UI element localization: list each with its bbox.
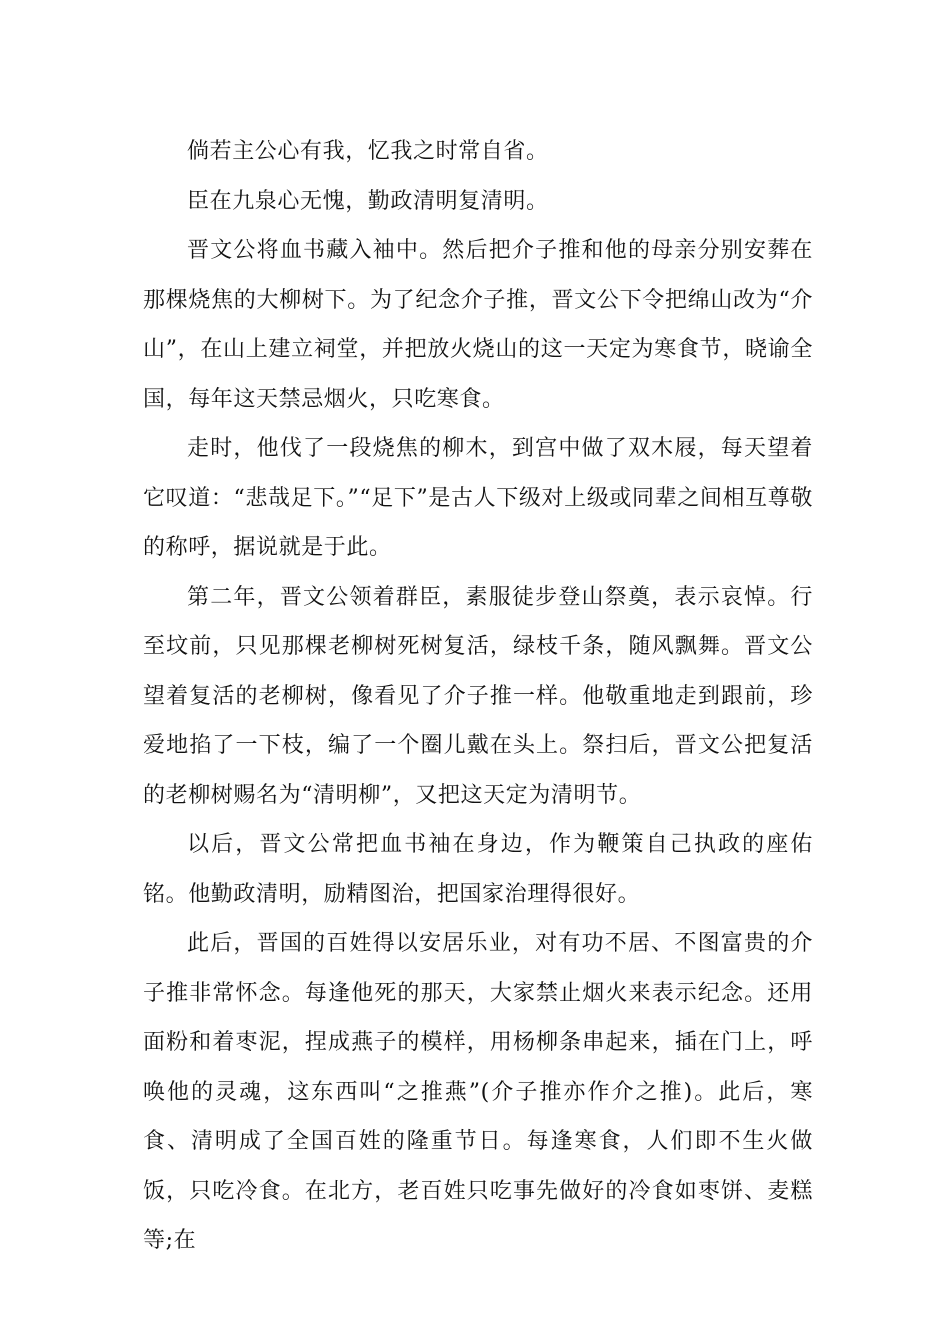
paragraph-burial: 晋文公将血书藏入袖中。然后把介子推和他的母亲分别安葬在那棵烧焦的大柳树下。为了纪念介子推，晋文公下令把绵山改为“介山”，在山上建立祠堂，并把放火烧山的这一天定为寒食节，晓谕全国，每年这天禁忌烟火，只吃寒食。 <box>143 238 813 412</box>
paragraph-poem-line-2: 臣在九泉心无愧，勤政清明复清明。 <box>187 188 549 214</box>
paragraph-governance: 以后，晋文公常把血书袖在身边，作为鞭策自己执政的座佑铭。他勤政清明，励精图治，把国家治理得很好。 <box>143 832 813 907</box>
paragraph-customs: 此后，晋国的百姓得以安居乐业，对有功不居、不图富贵的介子推非常怀念。每逢他死的那天，大家禁止烟火来表示纪念。还用面粉和着枣泥，捏成燕子的模样，用杨柳条串起来，插在门上，呼唤他的灵魂，这东西叫“之推燕”(介子推亦作介之推)。此后，寒食、清明成了全国百姓的隆重节日。每逢寒食，人们即不生火做饭，只吃冷食。在北方，老百姓只吃事先做好的冷食如枣饼、麦糕等;在 <box>143 931 813 1253</box>
document-body <box>143 127 813 1266</box>
paragraph-second-year: 第二年，晋文公领着群臣，素服徒步登山祭奠，表示哀悼。行至坟前，只见那棵老柳树死树复活，绿枝千条，随风飘舞。晋文公望着复活的老柳树，像看见了介子推一样。他敬重地走到跟前，珍爱地掐了一下枝，编了一个圈儿戴在头上。祭扫后，晋文公把复活的老柳树赐名为“清明柳”，又把这天定为清明节。 <box>143 584 813 808</box>
paragraph-poem-line-1: 倘若主公心有我，忆我之时常自省。 <box>187 139 549 164</box>
paragraph-clogs: 走时，他伐了一段烧焦的柳木，到宫中做了双木屐，每天望着它叹道：“悲哉足下。”“足下”是古人下级对上级或同辈之间相互尊敬的称呼，据说就是于此。 <box>143 436 813 560</box>
